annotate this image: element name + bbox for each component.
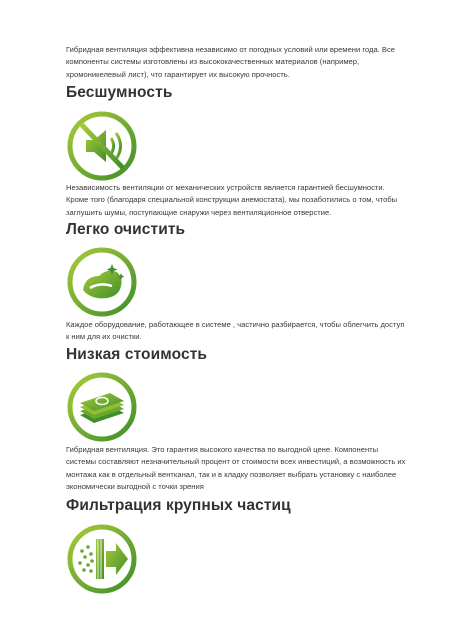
cleaning-icon [66, 246, 138, 318]
section-text-low-cost: Гибридная вентиляция. Это гарантия высокого качества по выгодной цене. Компоненты системы составляют незначительный процент от стоимости всех инвестиций, а возможность их монтажа как в отдельный вентканал, так и в кладку позволяет выбрать установку с наиболее экономически выгодной с точки зрения [66, 445, 406, 491]
section-heading-silence: Бесшумность [66, 84, 173, 101]
section-text-silence: Независимость вентиляции от механических устройств является гарантией бесшумности. Кроме того (благодаря специальной конструкции анемостата), мы позаботились о том, чтобы заглушить шумы, поступающие снаружи через вентиляционное отверстие. [66, 183, 398, 217]
intro-paragraph: Гибридная вентиляция эффективна независимо от погодных условий или времени года. Все компоненты системы изготовлены из высококачественных материалов (например, хромоникелевый лист), что гарантирует их высокую прочность. [66, 45, 395, 79]
section-heading-easy-clean: Легко очистить [66, 221, 186, 238]
no-sound-icon [66, 110, 138, 182]
section-text-easy-clean: Каждое оборудование, работающее в системе , частично разбирается, чтобы облегчить доступ к ним для их очистки. [66, 320, 405, 342]
money-icon [66, 371, 138, 443]
filter-icon [66, 523, 138, 595]
section-heading-filtration: Фильтрация крупных частиц [66, 497, 291, 514]
section-heading-low-cost: Низкая стоимость [66, 346, 208, 363]
